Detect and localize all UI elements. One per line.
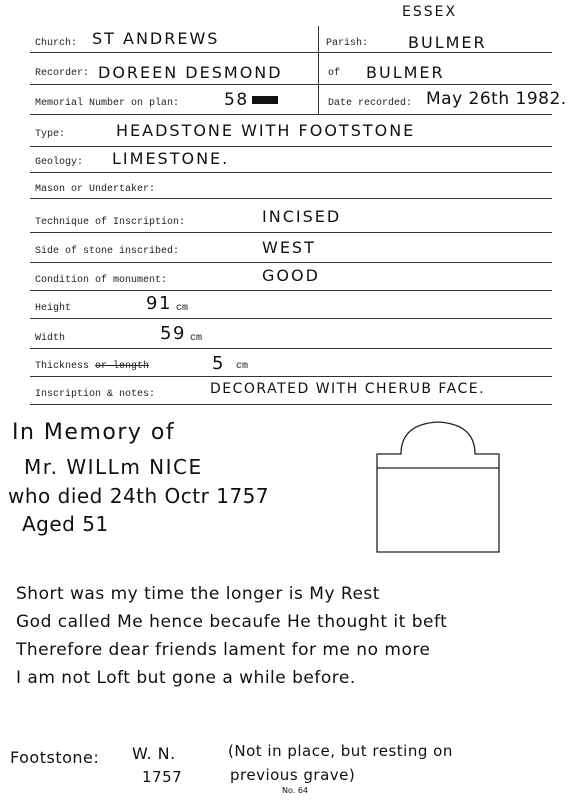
height-value: 91 [146,293,172,314]
width-label: Width [35,333,66,344]
row-rule [30,232,552,233]
row-rule [30,84,552,85]
headstone-sketch [374,406,504,556]
thickness-unit: cm [236,361,249,372]
inscription-line-3: who died 24th Octr 1757 [8,484,270,508]
width-value: 59 [160,323,186,344]
row-rule [30,376,552,377]
footstone-note-1: (Not in place, but resting on [228,742,453,760]
inscription-line-2: Mr. WILLm NICE [24,455,203,479]
height-label: Height [35,303,72,314]
church-value: ST ANDREWS [92,29,220,48]
geology-value: LIMESTONE. [112,149,230,168]
county-label: ESSEX [402,4,458,20]
memorial-number-label: Memorial Number on plan: [35,98,180,109]
row-rule [30,172,552,173]
row-rule [30,262,552,263]
row-rule [30,290,552,291]
verse-line-2: God called Me hence becaufe He thought it beft [16,612,448,632]
church-label: Church: [35,38,78,49]
verse-line-3: Therefore dear friends lament for me no more [16,640,431,660]
type-value: HEADSTONE WITH FOOTSTONE [116,121,416,140]
side-inscribed-label: Side of stone inscribed: [35,246,180,257]
condition-value: GOOD [262,266,320,285]
row-rule [30,348,552,349]
scribble-mark [252,96,278,104]
date-recorded-value: May 26th 1982. [426,89,567,109]
page-number: No. 64 [282,786,309,795]
of-value: BULMER [366,63,445,82]
recorder-label: Recorder: [35,68,90,79]
type-label: Type: [35,129,66,140]
inscription-value: DECORATED WITH CHERUB FACE. [210,381,486,397]
footstone-initials: W. N. [132,744,176,763]
thickness-strikethrough: or length [95,361,150,372]
date-recorded-label: Date recorded: [328,98,413,109]
parish-value: BULMER [408,33,487,52]
inscription-line-4: Aged 51 [22,512,109,536]
thickness-label [35,361,149,372]
width-unit: cm [190,333,203,344]
row-rule [30,114,552,115]
condition-label: Condition of monument: [35,275,168,286]
thickness-label-text: Thickness [35,361,90,372]
thickness-value: 5 [212,353,225,374]
recorder-value: DOREEN DESMOND [98,63,283,82]
technique-value: INCISED [262,207,342,226]
footstone-note-2: previous grave) [230,766,356,784]
side-inscribed-value: WEST [262,238,316,257]
row-rule [30,198,552,199]
inscription-label: Inscription & notes: [35,389,156,400]
row-rule [30,146,552,147]
mason-label: Mason or Undertaker: [35,184,156,195]
verse-line-1: Short was my time the longer is My Rest [16,584,380,604]
row-rule [30,404,552,405]
inscription-line-1: In Memory of [12,420,176,445]
technique-label: Technique of Inscription: [35,217,186,228]
parish-label: Parish: [326,38,369,49]
row-rule [30,52,552,53]
geology-label: Geology: [35,157,84,168]
column-divider [318,26,319,114]
memorial-number-value: 58 [224,90,249,110]
height-unit: cm [176,303,189,314]
of-label: of [328,68,341,79]
verse-line-4: I am not Loft but gone a while before. [16,668,356,688]
footstone-label: Footstone: [10,748,100,767]
footstone-year: 1757 [142,768,183,786]
row-rule [30,318,552,319]
